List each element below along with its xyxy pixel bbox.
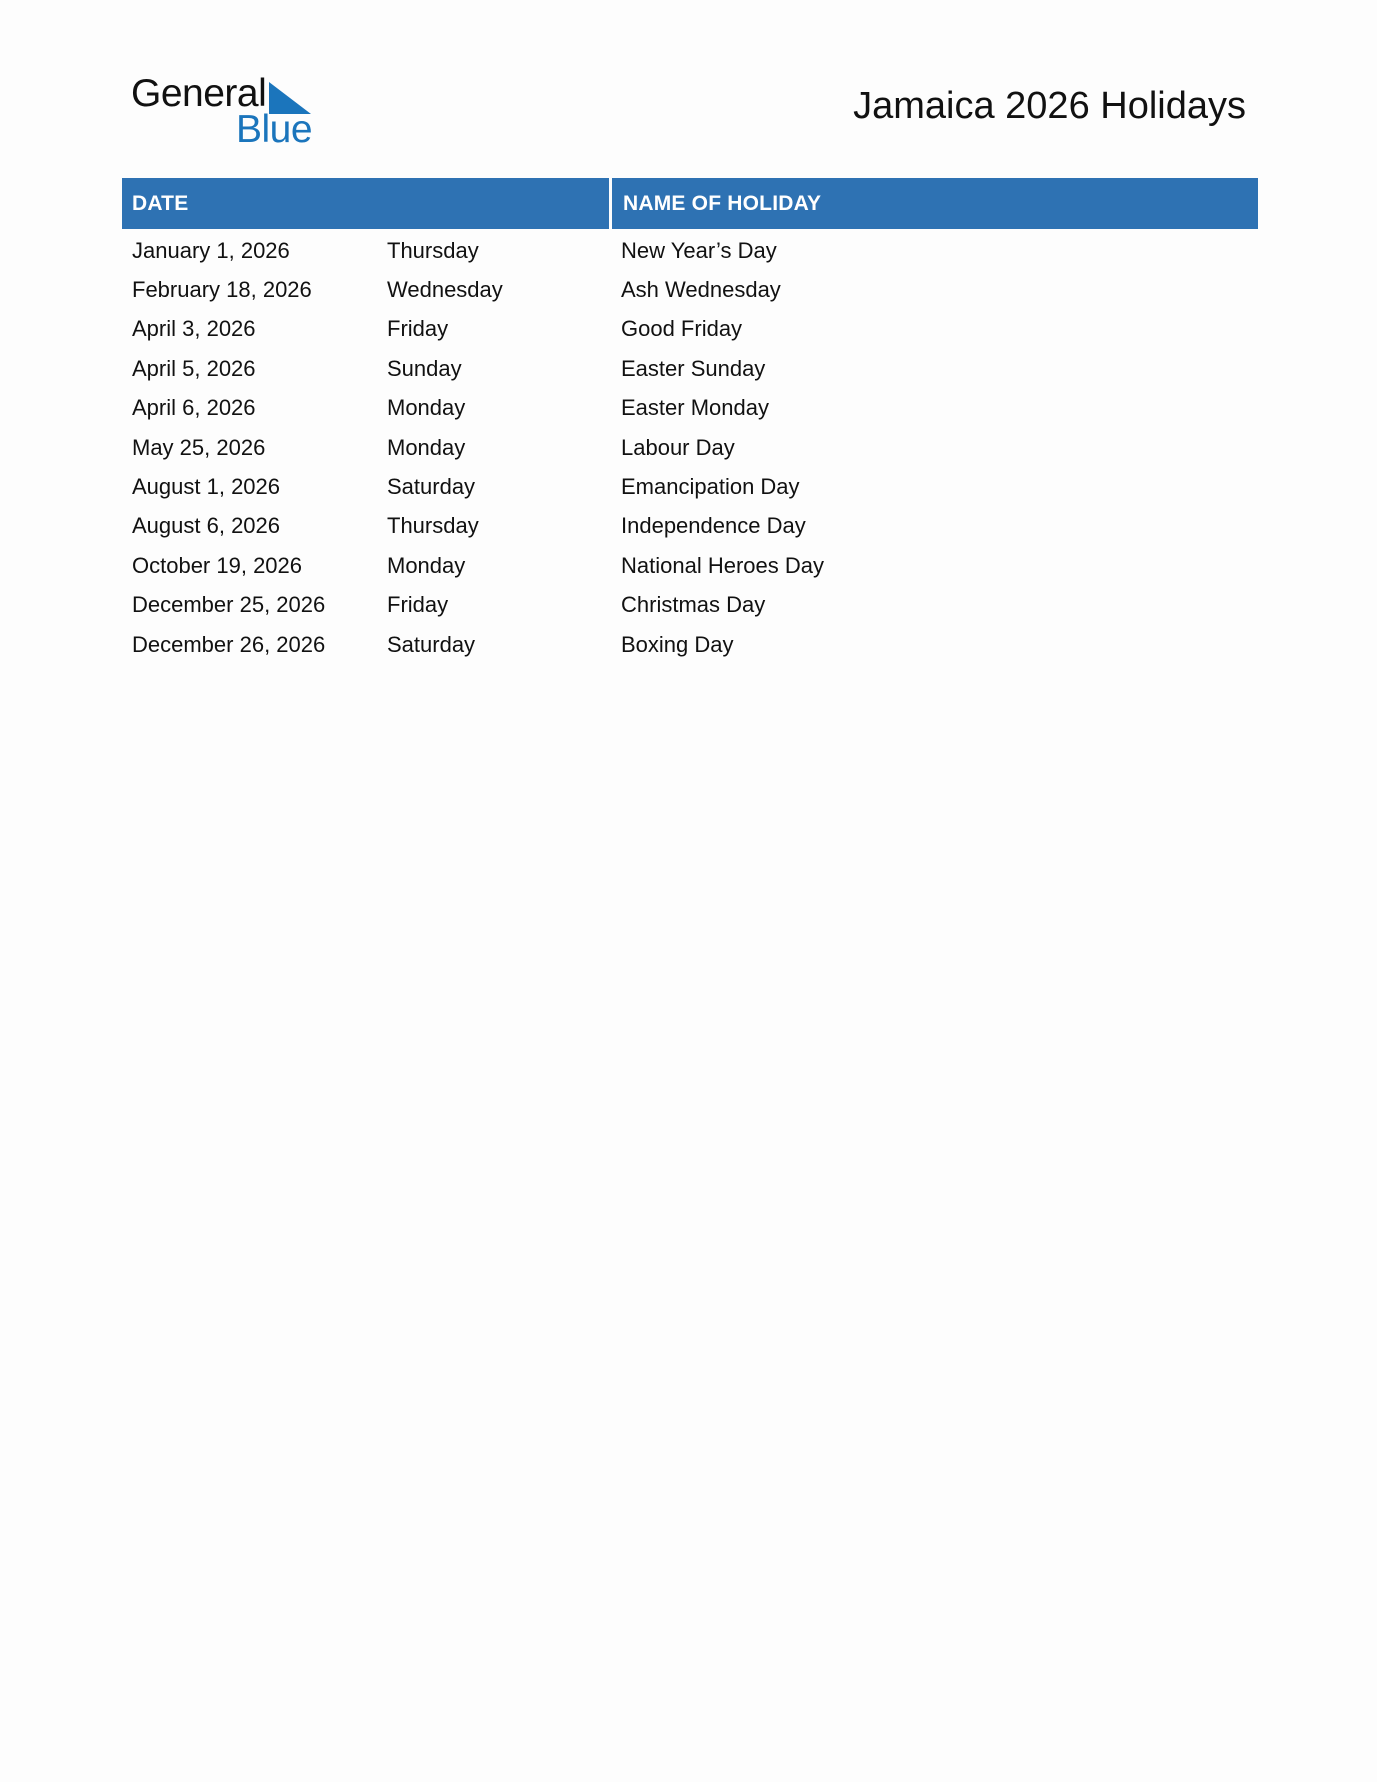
holiday-date: August 1, 2026 xyxy=(132,474,281,500)
table-row xyxy=(122,586,1258,625)
holiday-date: February 18, 2026 xyxy=(132,277,312,303)
table-row xyxy=(122,546,1258,585)
table-header xyxy=(122,178,1258,229)
holiday-weekday: Saturday xyxy=(387,474,476,500)
holiday-weekday: Saturday xyxy=(387,631,476,657)
logo-word-blue: Blue xyxy=(236,108,313,151)
holiday-weekday: Monday xyxy=(387,434,466,460)
table-row xyxy=(122,349,1258,388)
holiday-date: May 25, 2026 xyxy=(132,434,266,460)
holiday-weekday: Friday xyxy=(387,316,449,342)
logo-word-general: General xyxy=(131,72,267,115)
column-header-date: DATE xyxy=(122,178,609,229)
holiday-name: Independence Day xyxy=(621,513,806,539)
holiday-weekday: Monday xyxy=(387,552,466,578)
holiday-name: Labour Day xyxy=(621,434,735,460)
table-body xyxy=(122,229,1258,664)
holiday-weekday: Sunday xyxy=(387,355,462,381)
holiday-date: August 6, 2026 xyxy=(132,513,281,539)
holiday-name: Easter Sunday xyxy=(621,355,766,381)
holiday-name: Emancipation Day xyxy=(621,474,800,500)
table-row xyxy=(122,507,1258,546)
table-row xyxy=(122,231,1258,270)
table-row xyxy=(122,389,1258,428)
table-row xyxy=(122,467,1258,506)
holiday-weekday: Friday xyxy=(387,592,449,618)
holiday-name: Christmas Day xyxy=(621,592,766,618)
holiday-date: December 25, 2026 xyxy=(132,592,326,618)
table-row xyxy=(122,270,1258,309)
holiday-weekday: Thursday xyxy=(387,513,479,539)
holiday-weekday: Thursday xyxy=(387,237,479,263)
holiday-name: Good Friday xyxy=(621,316,743,342)
holiday-name: Ash Wednesday xyxy=(621,277,781,303)
page-title: Jamaica 2026 Holidays xyxy=(853,85,1246,127)
holiday-date: January 1, 2026 xyxy=(132,237,290,263)
general-blue-logo xyxy=(131,74,321,154)
holiday-date: April 5, 2026 xyxy=(132,355,256,381)
table-row xyxy=(122,625,1258,664)
holiday-name: Boxing Day xyxy=(621,631,734,657)
holidays-table xyxy=(122,178,1258,664)
holiday-date: October 19, 2026 xyxy=(132,552,303,578)
holiday-name: New Year’s Day xyxy=(621,237,777,263)
column-header-holiday-name: NAME OF HOLIDAY xyxy=(612,178,1258,229)
holiday-date: April 6, 2026 xyxy=(132,395,256,421)
holiday-name: Easter Monday xyxy=(621,395,769,421)
holiday-date: December 26, 2026 xyxy=(132,631,326,657)
holiday-weekday: Wednesday xyxy=(387,277,503,303)
holiday-weekday: Monday xyxy=(387,395,466,421)
table-row xyxy=(122,310,1258,349)
holiday-name: National Heroes Day xyxy=(621,552,824,578)
table-row xyxy=(122,428,1258,467)
holiday-date: April 3, 2026 xyxy=(132,316,256,342)
